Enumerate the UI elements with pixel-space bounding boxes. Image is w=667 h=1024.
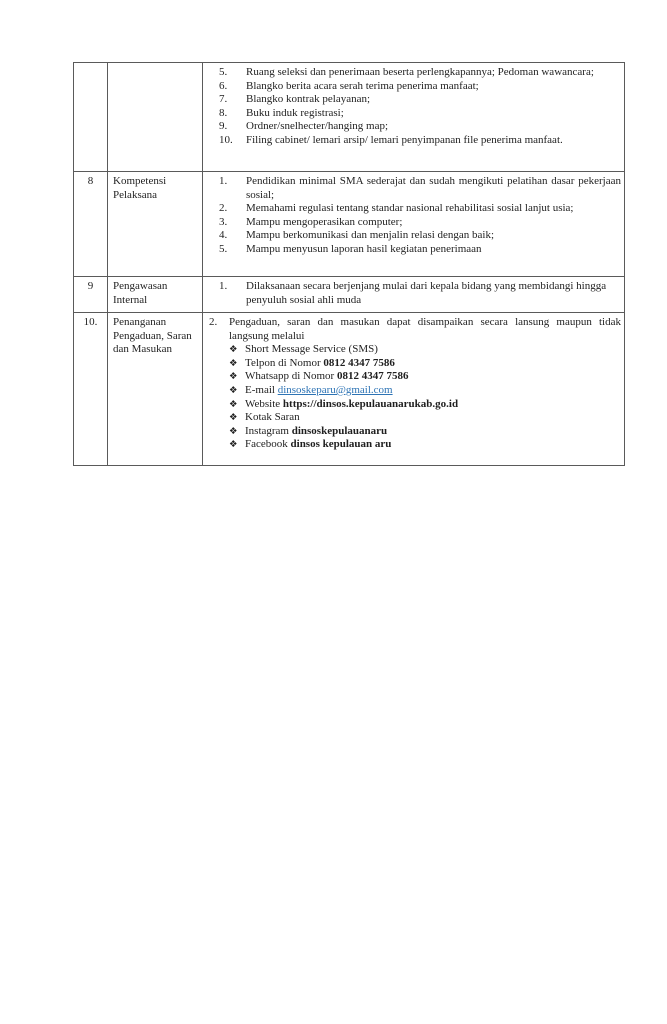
list-item [203,280,621,307]
list-marker: 1. [219,175,228,187]
row-label-cell: Kompetensi Pelaksana [108,172,203,277]
list-item [203,175,621,202]
plain-text: Mampu mengoperasikan computer; [246,215,403,228]
item-text [245,343,621,357]
list-item [203,316,621,343]
plain-text: Memahami regulasi tentang standar nasional rehabilitasi sosial lanjut usia; [246,202,574,215]
table-row [74,277,625,313]
list-item [203,216,621,230]
plain-text: Kotak Saran [245,411,300,424]
plain-text: Short Message Service (SMS) [245,343,378,356]
list-item [203,229,621,243]
plain-text: Filing cabinet/ lemari arsip/ lemari penyimpanan file penerima manfaat. [246,133,563,146]
item-text [245,398,621,412]
table-row [74,313,625,466]
item-text [245,384,621,398]
item-text [246,66,621,80]
email-link[interactable]: dinsoskeparu@gmail.com [277,383,393,396]
item-text [246,120,621,134]
list-marker: 1. [219,280,228,292]
plain-text: Website [245,397,283,410]
row-content-cell [203,172,625,277]
service-table [73,62,625,466]
list-marker: 8. [219,106,228,119]
list-item [203,120,621,134]
list-item [203,243,621,257]
item-text [246,216,621,230]
diamond-bullet-icon: ❖ [229,384,238,396]
table-row [74,63,625,172]
item-text [246,229,621,243]
diamond-bullet-icon: ❖ [229,439,238,451]
diamond-bullet-icon: ❖ [229,357,238,369]
list-marker: 5. [219,66,228,78]
plain-text: Mampu menyusun laporan hasil kegiatan penerimaan [246,242,482,255]
row-content-cell [203,63,625,172]
list-item [203,93,621,107]
list-item [229,411,621,425]
item-text [245,438,621,452]
plain-text: Mampu berkomunikasi dan menjalin relasi dengan baik; [246,229,495,242]
item-text [229,316,621,343]
bold-text: dinsos kepulauan aru [290,438,392,451]
list-marker: 5. [219,242,228,255]
plain-text: Whatsapp di Nomor [245,370,337,383]
item-text [246,175,621,202]
item-text [246,80,621,94]
item-text [245,425,621,439]
list-marker: 2. [219,202,228,215]
list-marker: 10. [219,133,233,146]
list-item [229,357,621,371]
bold-text: 0812 4347 7586 [336,370,409,383]
row-content-cell [203,277,625,313]
plain-text: Ordner/snelhecter/hanging map; [246,120,389,133]
item-text [246,280,621,307]
plain-text: Facebook [245,438,291,451]
item-text [246,202,621,216]
row-number-cell: 8 [74,172,108,277]
list-item [229,398,621,412]
list-marker: 2. [209,316,218,328]
item-text [245,411,621,425]
item-text [246,93,621,107]
plain-text: Ruang seleksi dan penerimaan beserta perlengkapannya; Pedoman wawancara; [246,66,594,78]
list-item [229,343,621,357]
plain-text: Buku induk registrasi; [246,106,344,119]
list-marker: 9. [219,120,228,133]
diamond-bullet-icon: ❖ [229,398,238,410]
plain-text: Telpon di Nomor [245,356,324,369]
list-marker: 6. [219,79,228,92]
plain-text: Instagram [245,424,292,437]
list-item [229,370,621,384]
table-row [74,172,625,277]
list-item [203,107,621,121]
list-item [229,384,621,398]
row-number-cell: 10. [74,313,108,466]
diamond-bullet-icon: ❖ [229,344,238,356]
plain-text: Pendidikan minimal SMA sederajat dan sudah mengikuti pelatihan dasar pekerjaan sosial; [246,175,621,201]
plain-text: Dilaksanaan secara berjenjang mulai dari kepala bidang yang membidangi hingga penyuluh sosial ahli muda [246,280,607,306]
plain-text: E-mail [245,383,278,396]
bold-text: dinsoskepulauanaru [291,424,388,437]
plain-text: Blangko berita acara serah terima penerima manfaat; [246,79,479,92]
list-item [229,425,621,439]
plain-text: Pengaduan, saran dan masukan dapat disampaikan secara lansung maupun tidak langsung melalui [229,316,621,342]
diamond-bullet-icon: ❖ [229,371,238,383]
bold-text: 0812 4347 7586 [323,356,395,369]
item-text [245,370,621,384]
item-text [246,107,621,121]
row-label-cell: Pengawasan Internal [108,277,203,313]
row-label-cell: Penanganan Pengaduan, Saran dan Masukan [108,313,203,466]
item-text [246,134,621,148]
plain-text: Blangko kontrak pelayanan; [246,93,371,106]
list-item [203,66,621,80]
row-number-cell [74,63,108,172]
row-number-cell: 9 [74,277,108,313]
list-item [203,134,621,148]
row-content-cell [203,313,625,466]
list-item [203,80,621,94]
list-item [203,202,621,216]
bold-text: https://dinsos.kepulauanarukab.go.id [282,397,459,410]
list-marker: 4. [219,229,228,242]
list-marker: 3. [219,215,228,228]
item-text [245,357,621,371]
diamond-bullet-icon: ❖ [229,412,238,424]
item-text [246,243,621,257]
list-marker: 7. [219,93,228,106]
diamond-bullet-icon: ❖ [229,425,238,437]
list-item [229,438,621,452]
row-label-cell [108,63,203,172]
